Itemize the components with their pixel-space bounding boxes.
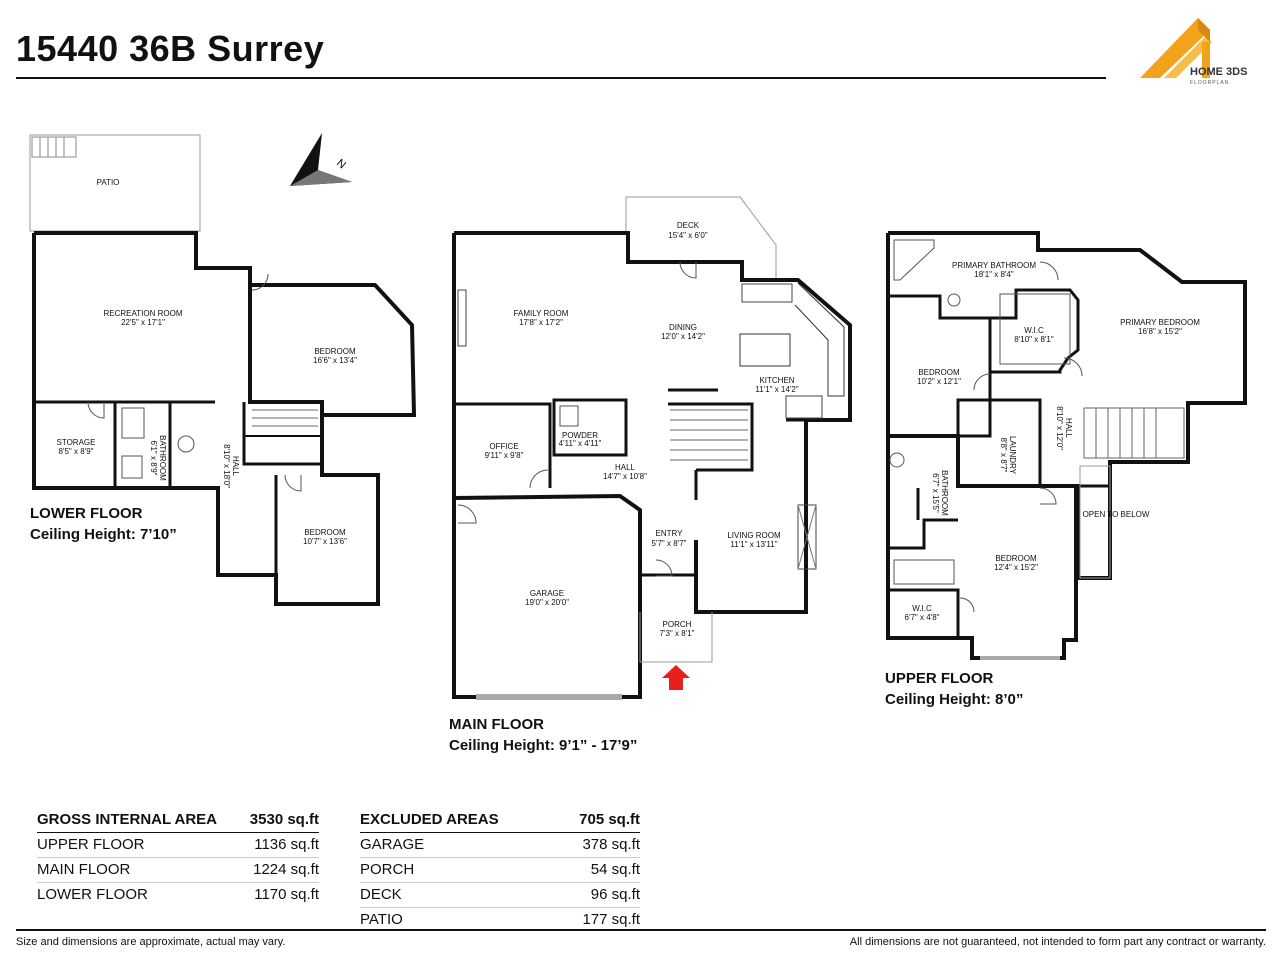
room-name: RECREATION ROOM xyxy=(103,309,183,318)
room-dim: 8'10" x 18'0" xyxy=(222,444,231,488)
room-name: BEDROOM xyxy=(304,528,346,537)
room-dim: 4'11" x 4'11" xyxy=(558,439,602,448)
room-dim: 14'7" x 10'8" xyxy=(603,472,647,481)
main-floor-label xyxy=(449,714,637,756)
logo-name: HOME 3DS xyxy=(1190,66,1248,78)
room-dim: 8'10" x 8'1" xyxy=(1014,335,1054,344)
upper-tub-icon xyxy=(894,240,934,280)
room-dim: 6'7" x 4'8" xyxy=(904,613,940,622)
room-dim: 22'5" x 17'1" xyxy=(121,318,165,327)
upper-floor-plan xyxy=(888,233,1245,658)
table-header: GROSS INTERNAL AREA 3530 sq.ft xyxy=(37,808,319,833)
floor-name: LOWER FLOOR xyxy=(30,505,143,522)
room-name: BATHROOM xyxy=(158,435,167,481)
room-dim: 6'1" x 8'9" xyxy=(149,440,158,476)
lower-tub-icon xyxy=(122,408,144,438)
room-name: HALL xyxy=(614,463,636,472)
room-dim: 16'8" x 15'2" xyxy=(1138,327,1182,336)
room-name: BEDROOM xyxy=(918,368,960,377)
gross-area-table xyxy=(37,808,319,907)
room-name: BEDROOM xyxy=(995,554,1037,563)
lower-sink-icon xyxy=(122,456,142,478)
table-row: LOWER FLOOR 1170 sq.ft xyxy=(37,886,319,903)
room-dim: 10'2" x 12'1" xyxy=(917,377,961,386)
floor-name: MAIN FLOOR xyxy=(449,716,544,733)
room-dim: 8'5" x 8'9" xyxy=(58,447,94,456)
page-title: 15440 36B Surrey xyxy=(16,28,325,69)
room-name: HALL xyxy=(1064,417,1073,439)
room-name: LIVING ROOM xyxy=(727,531,781,540)
kitchen-island xyxy=(740,334,790,366)
floor-name: UPPER FLOOR xyxy=(885,670,994,687)
room-dim: 18'1" x 8'4" xyxy=(974,270,1014,279)
room-dim: 19'0" x 20'0" xyxy=(525,598,569,607)
table-row: PATIO 177 sq.ft xyxy=(360,911,640,928)
room-name: PATIO xyxy=(96,178,120,187)
room-dim: 17'8" x 17'2" xyxy=(519,318,563,327)
compass-label: N xyxy=(334,157,348,172)
room-name: LAUNDRY xyxy=(1008,435,1017,475)
room-dim: 8'10" x 12'0" xyxy=(1055,406,1064,450)
room-dim: 12'0" x 14'2" xyxy=(661,332,705,341)
table-row: DECK 96 sq.ft xyxy=(360,883,640,908)
room-name: GARAGE xyxy=(529,589,565,598)
room-name: DINING xyxy=(669,323,697,332)
ceiling-height: Ceiling Height: 8’0” xyxy=(885,691,1024,708)
room-dim: 8'8" x 8'7" xyxy=(999,437,1008,473)
room-name: HALL xyxy=(231,455,240,477)
table-row: UPPER FLOOR 1136 sq.ft xyxy=(37,833,319,858)
room-dim: 15'4" x 6'0" xyxy=(668,231,708,240)
room-dim: 12'4" x 15'2" xyxy=(994,563,1038,572)
table-row: PORCH 54 sq.ft xyxy=(360,858,640,883)
room-name: KITCHEN xyxy=(759,376,795,385)
room-name: PORCH xyxy=(662,620,692,629)
footer-divider xyxy=(16,929,1266,931)
room-dim: 7'3" x 8'1" xyxy=(659,629,695,638)
logo-subtitle: FLOORPLAN xyxy=(1190,80,1230,86)
patio-steps xyxy=(32,137,76,157)
excluded-area-table xyxy=(360,808,640,932)
room-dim: 16'6" x 13'4" xyxy=(313,356,357,365)
room-name: FAMILY ROOM xyxy=(513,309,569,318)
compass-icon xyxy=(290,133,352,186)
room-name: BEDROOM xyxy=(314,347,356,356)
room-dim: 5'7" x 8'7" xyxy=(651,539,687,548)
footer-disclaimer-right: All dimensions are not guaranteed, not intended to form part any contract or warranty. xyxy=(849,936,1266,948)
room-dim: 9'11" x 9'8" xyxy=(484,451,524,460)
room-name: DECK xyxy=(676,221,700,230)
room-dim: 6'7" x 15'5" xyxy=(931,473,940,513)
table-row: GARAGE 378 sq.ft xyxy=(360,833,640,858)
ceiling-height: Ceiling Height: 9’1” - 17’9” xyxy=(449,737,638,754)
lower-floor-label xyxy=(30,503,177,545)
family-fireplace xyxy=(458,290,466,346)
room-name: W.I.C xyxy=(1024,326,1044,335)
room-dim: 11'1" x 13'11" xyxy=(730,540,778,549)
room-name: PRIMARY BEDROOM xyxy=(1120,318,1200,327)
room-name: ENTRY xyxy=(655,529,683,538)
ceiling-height: Ceiling Height: 7’10” xyxy=(30,526,177,543)
room-name: OFFICE xyxy=(489,442,519,451)
main-floor-plan xyxy=(454,197,850,697)
room-dim: 11'1" x 14'2" xyxy=(755,385,799,394)
room-name: STORAGE xyxy=(56,438,96,447)
entry-arrow-icon xyxy=(662,665,690,690)
room-name: W.I.C xyxy=(912,604,932,613)
room-name: OPEN TO BELOW xyxy=(1082,510,1150,519)
lower-toilet-icon xyxy=(178,436,194,452)
room-dim: 10'7" x 13'6" xyxy=(303,537,347,546)
table-header: EXCLUDED AREAS 705 sq.ft xyxy=(360,808,640,833)
room-name: BATHROOM xyxy=(940,470,949,516)
room-name: PRIMARY BATHROOM xyxy=(951,261,1037,270)
table-row: MAIN FLOOR 1224 sq.ft xyxy=(37,858,319,883)
room-name: POWDER xyxy=(562,431,598,440)
footer-disclaimer-left: Size and dimensions are approximate, actual may vary. xyxy=(16,936,286,948)
upper-floor-label xyxy=(885,668,1023,710)
